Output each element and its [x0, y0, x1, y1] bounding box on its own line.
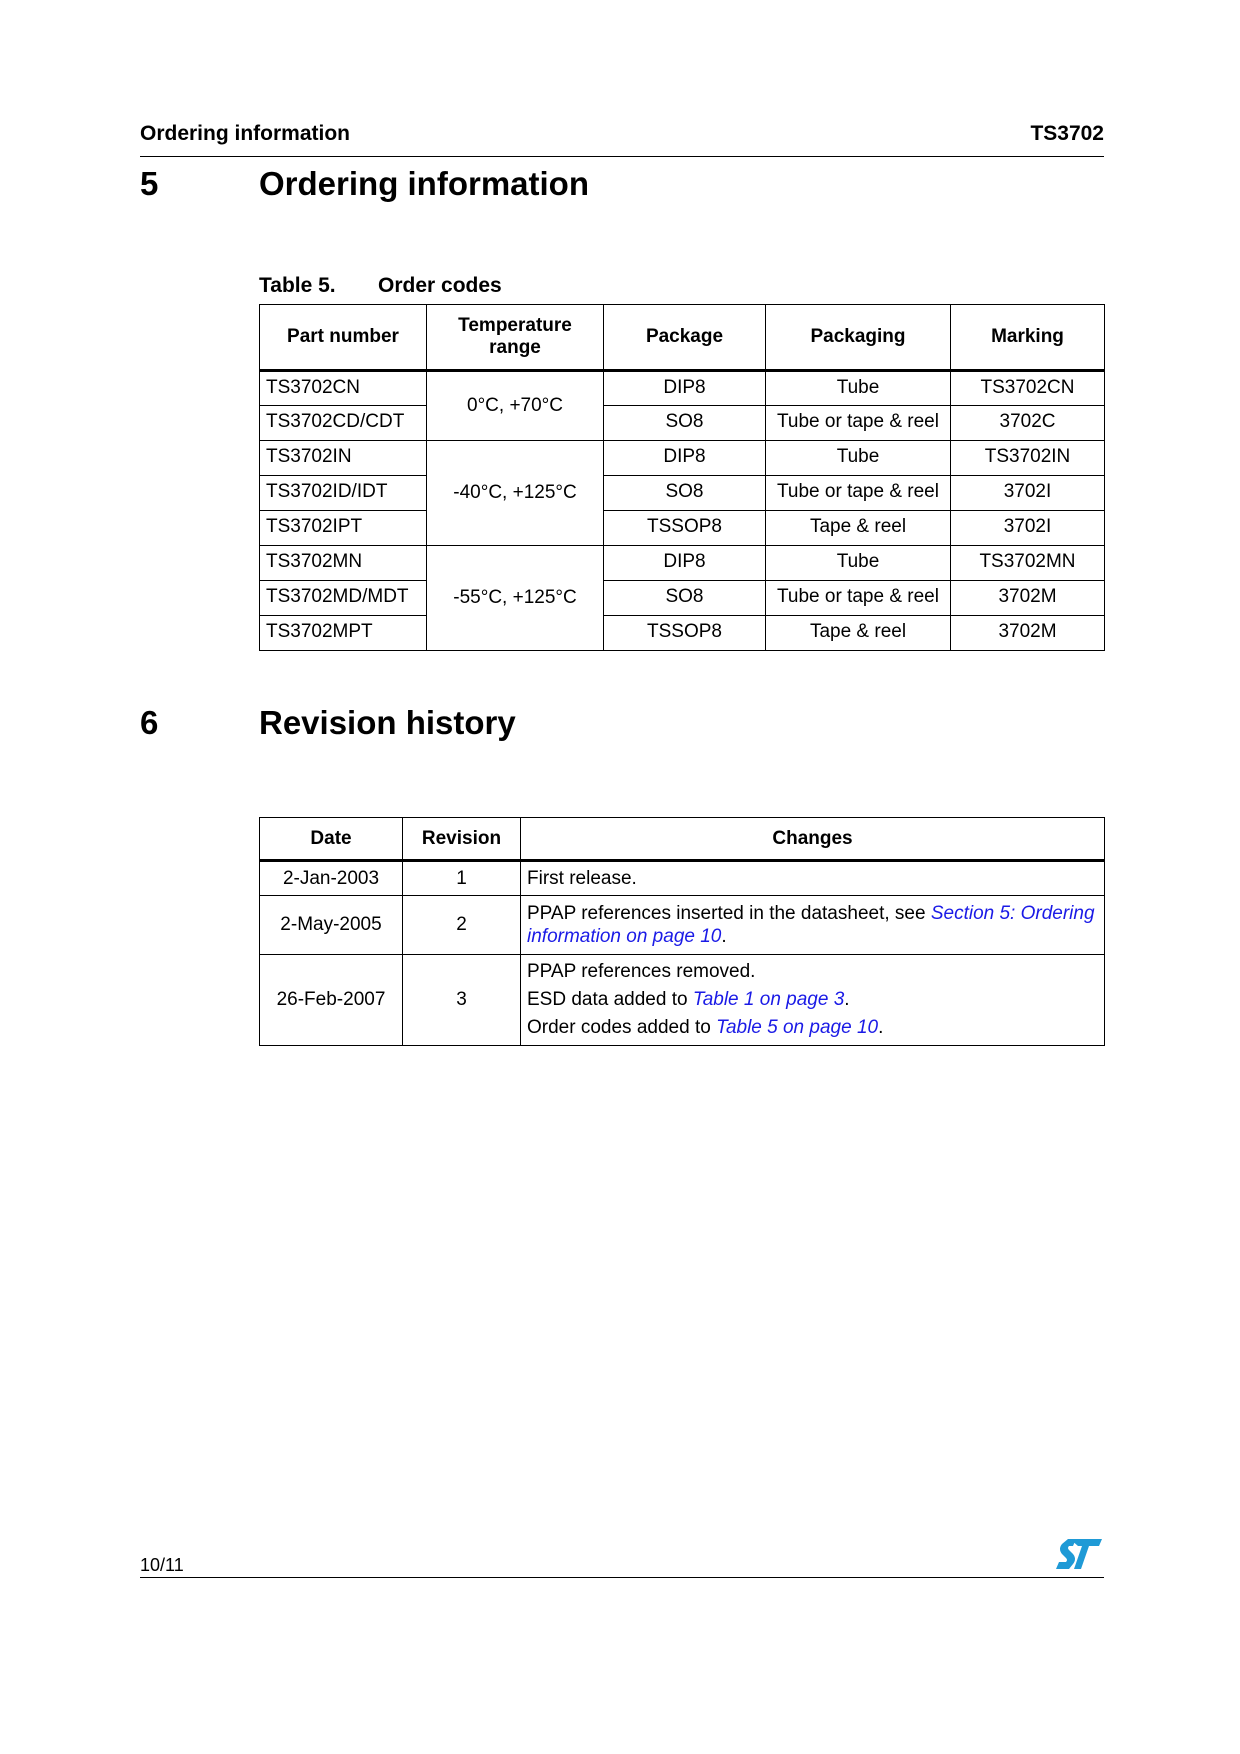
changes-text-end: . — [721, 926, 727, 947]
cell-package: TSSOP8 — [604, 616, 766, 651]
cell-marking: 3702M — [951, 581, 1105, 616]
col-header-temperature-range: Temperature range — [427, 305, 604, 371]
section-5-link[interactable]: Section 5: Ordering information on page 10 — [527, 903, 1095, 947]
changes-line: PPAP references removed. — [527, 961, 756, 982]
cell-temperature-range: -40°C, +125°C — [427, 441, 604, 546]
table-5-label: Table 5. — [259, 274, 336, 297]
section-5-number: 5 — [140, 165, 159, 202]
cell-marking: TS3702MN — [951, 546, 1105, 581]
cell-marking: TS3702IN — [951, 441, 1105, 476]
cell-date: 26-Feb-2007 — [260, 955, 403, 1046]
changes-text-end: . — [878, 1017, 884, 1038]
cell-part-number: TS3702CN — [260, 371, 427, 406]
st-logo-icon — [1056, 1537, 1104, 1571]
cell-package: SO8 — [604, 581, 766, 616]
cell-package: TSSOP8 — [604, 511, 766, 546]
cell-packaging: Tube or tape & reel — [766, 581, 951, 616]
order-codes-table — [259, 304, 1105, 651]
revision-history-table — [259, 817, 1105, 1046]
cell-packaging: Tube — [766, 441, 951, 476]
changes-line — [527, 1014, 1098, 1042]
cell-packaging: Tube — [766, 546, 951, 581]
page-footer — [140, 1555, 1104, 1578]
cell-changes — [521, 955, 1105, 1046]
changes-text: PPAP references inserted in the datasheet, see — [527, 903, 931, 924]
cell-part-number: TS3702MD/MDT — [260, 581, 427, 616]
cell-packaging: Tube or tape & reel — [766, 476, 951, 511]
table-row — [260, 406, 1105, 441]
page-header — [140, 118, 1104, 157]
cell-date: 2-May-2005 — [260, 896, 403, 955]
cell-date: 2-Jan-2003 — [260, 861, 403, 896]
cell-changes: First release. — [521, 861, 1105, 896]
header-section-title: Ordering information — [140, 122, 350, 145]
table-row — [260, 511, 1105, 546]
table-row — [260, 581, 1105, 616]
cell-changes — [521, 896, 1105, 955]
section-5-title: Ordering information — [259, 165, 589, 202]
cell-revision: 1 — [403, 861, 521, 896]
table-header-row — [260, 305, 1105, 371]
col-header-changes: Changes — [521, 818, 1105, 861]
cell-part-number: TS3702IPT — [260, 511, 427, 546]
table-row — [260, 546, 1105, 581]
cell-package: SO8 — [604, 476, 766, 511]
table-1-link[interactable]: Table 1 on page 3 — [692, 989, 845, 1010]
cell-part-number: TS3702IN — [260, 441, 427, 476]
cell-package: DIP8 — [604, 371, 766, 406]
cell-part-number: TS3702MN — [260, 546, 427, 581]
cell-temperature-range: -55°C, +125°C — [427, 546, 604, 651]
changes-text-end: . — [844, 989, 850, 1010]
section-6-title: Revision history — [259, 704, 516, 741]
cell-packaging: Tape & reel — [766, 616, 951, 651]
table-row — [260, 861, 1105, 896]
changes-line — [527, 986, 1098, 1014]
cell-part-number: TS3702MPT — [260, 616, 427, 651]
cell-revision: 3 — [403, 955, 521, 1046]
table-row — [260, 441, 1105, 476]
cell-marking: 3702M — [951, 616, 1105, 651]
table-5-title: Order codes — [378, 274, 502, 297]
table-row — [260, 616, 1105, 651]
cell-packaging: Tube — [766, 371, 951, 406]
table-row — [260, 476, 1105, 511]
col-header-revision: Revision — [403, 818, 521, 861]
table-5-link[interactable]: Table 5 on page 10 — [716, 1017, 879, 1038]
section-6-number: 6 — [140, 704, 159, 741]
cell-marking: TS3702CN — [951, 371, 1105, 406]
cell-packaging: Tape & reel — [766, 511, 951, 546]
cell-package: SO8 — [604, 406, 766, 441]
cell-part-number: TS3702CD/CDT — [260, 406, 427, 441]
table-header-row — [260, 818, 1105, 861]
col-header-date: Date — [260, 818, 403, 861]
cell-package: DIP8 — [604, 441, 766, 476]
col-header-package: Package — [604, 305, 766, 371]
cell-temperature-range: 0°C, +70°C — [427, 371, 604, 441]
col-header-packaging: Packaging — [766, 305, 951, 371]
col-header-part-number: Part number — [260, 305, 427, 371]
changes-text: ESD data added to — [527, 989, 693, 1010]
header-doc-title: TS3702 — [1030, 122, 1104, 145]
cell-package: DIP8 — [604, 546, 766, 581]
cell-marking: 3702I — [951, 511, 1105, 546]
table-5-caption — [259, 274, 502, 298]
cell-packaging: Tube or tape & reel — [766, 406, 951, 441]
cell-part-number: TS3702ID/IDT — [260, 476, 427, 511]
changes-text: Order codes added to — [527, 1017, 717, 1038]
page-number: 10/11 — [140, 1555, 184, 1575]
cell-revision: 2 — [403, 896, 521, 955]
table-row — [260, 955, 1105, 1046]
cell-marking: 3702I — [951, 476, 1105, 511]
cell-marking: 3702C — [951, 406, 1105, 441]
table-row — [260, 896, 1105, 955]
table-row — [260, 371, 1105, 406]
col-header-marking: Marking — [951, 305, 1105, 371]
